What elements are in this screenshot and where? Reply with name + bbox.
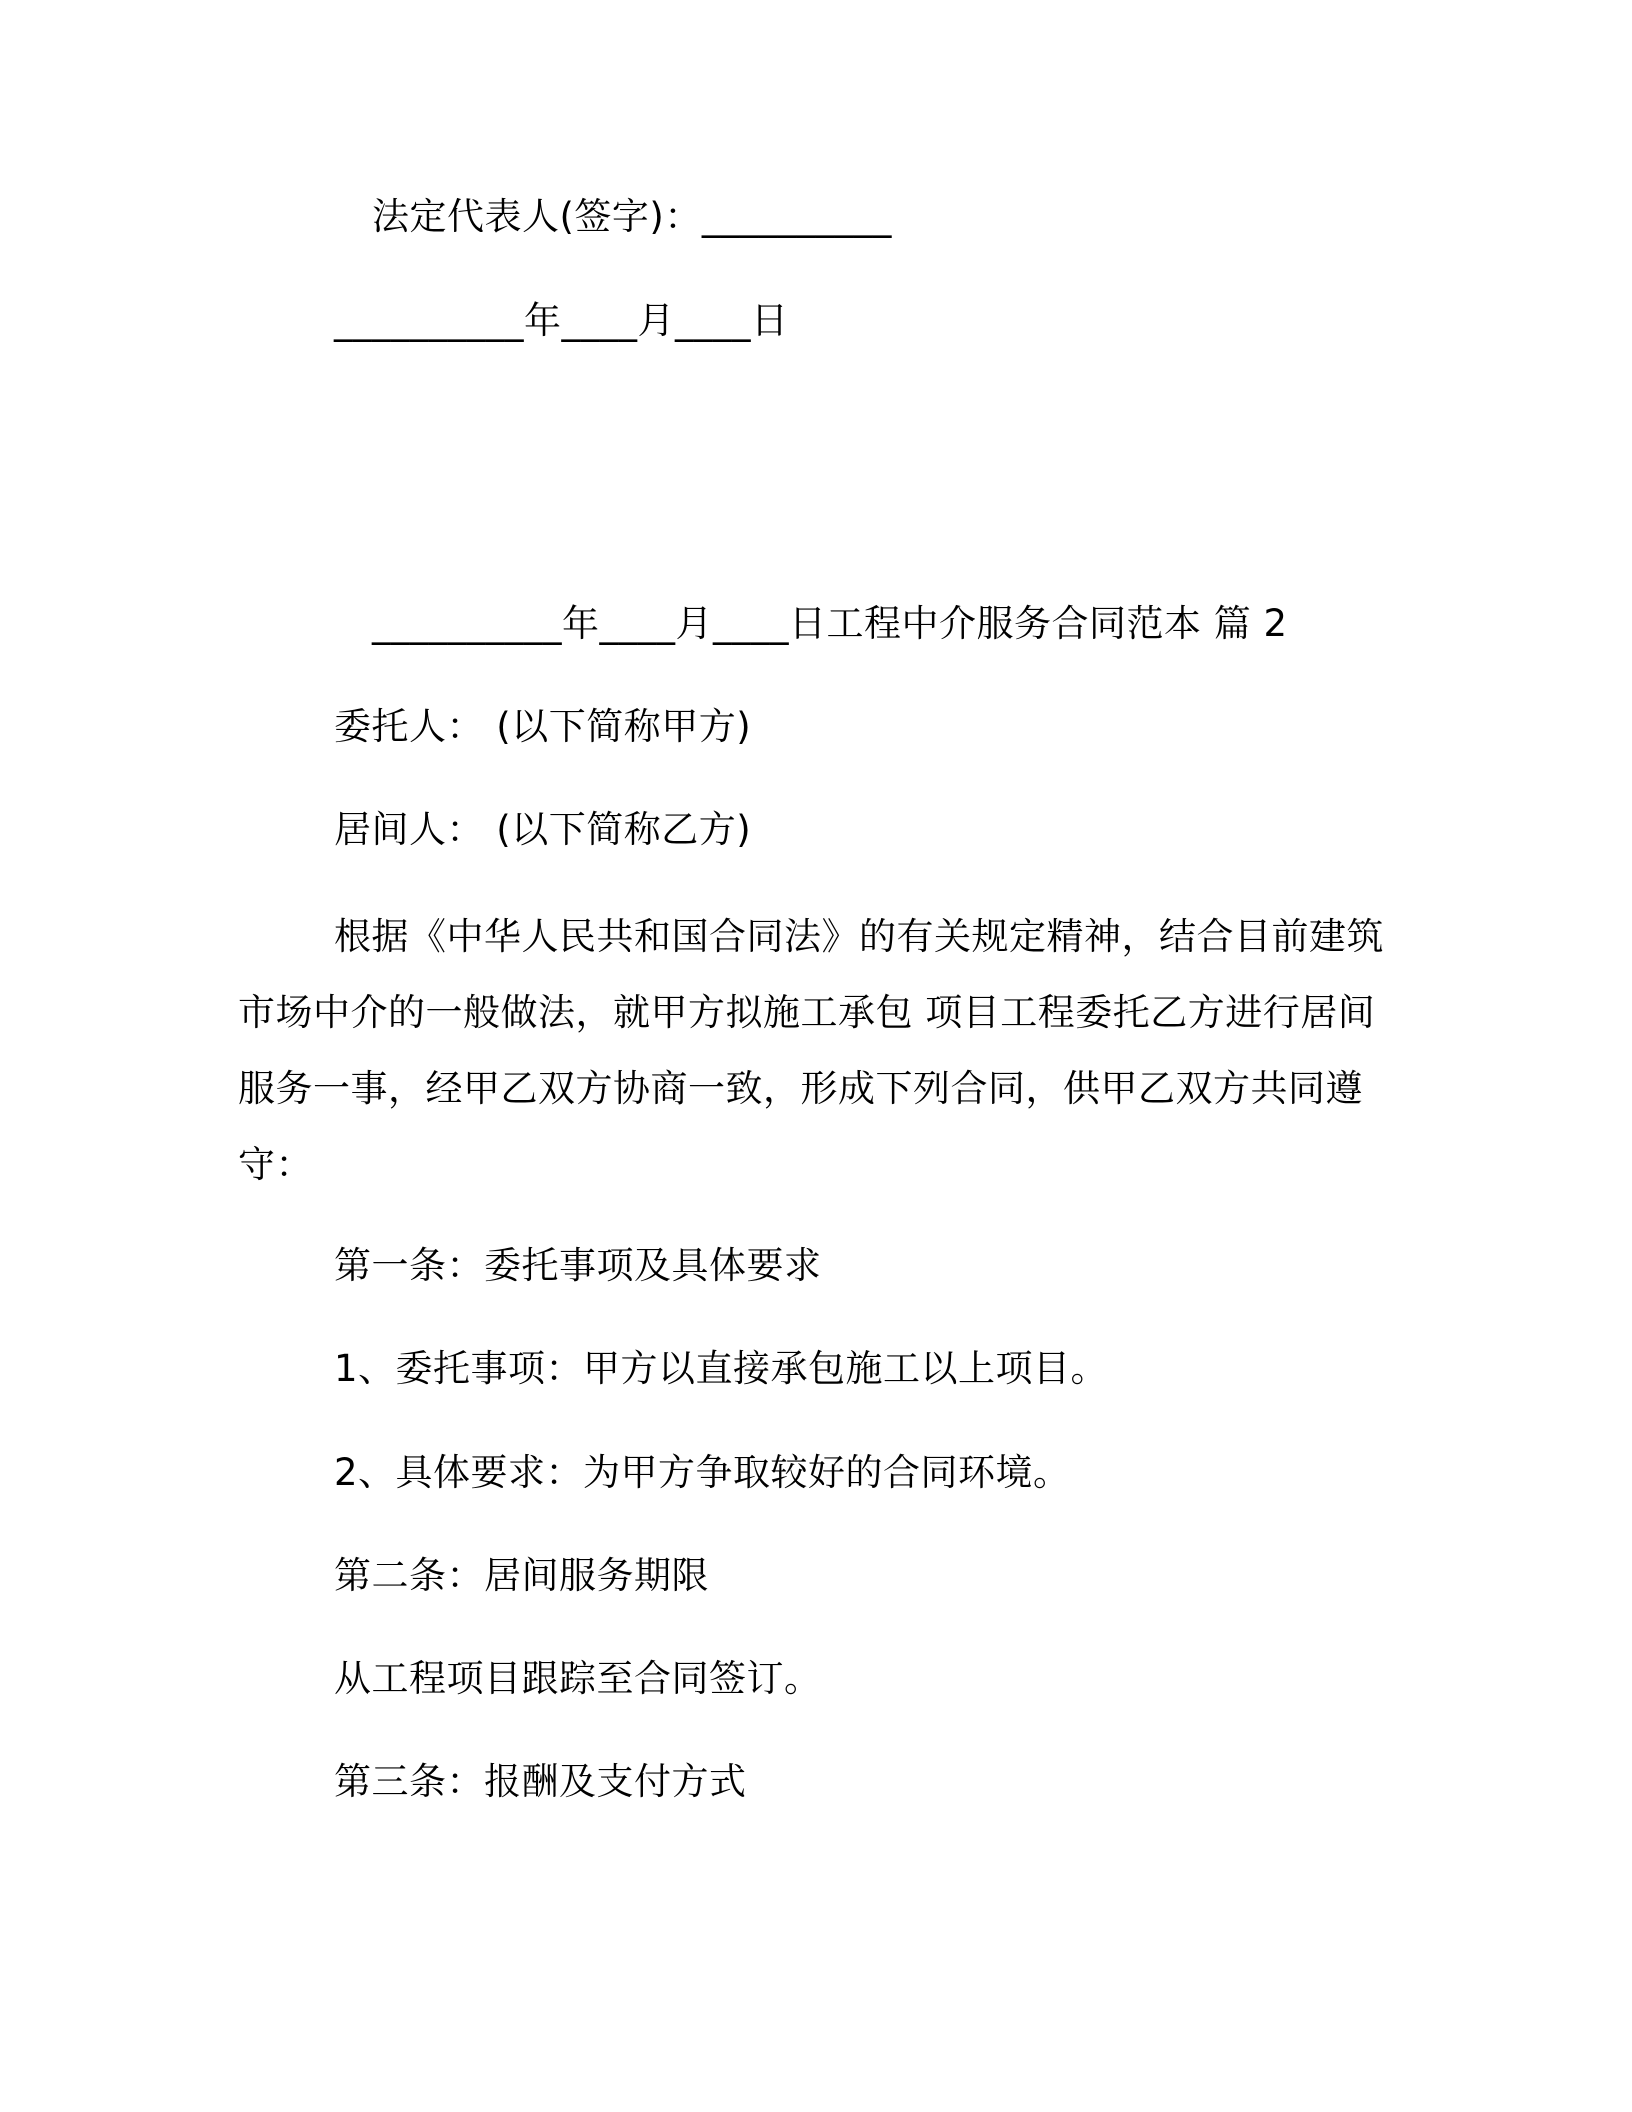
intermediary-party-line: 居间人： (以下简称乙方) bbox=[334, 808, 752, 851]
article-1-heading: 第一条：委托事项及具体要求 bbox=[334, 1244, 822, 1287]
intro-paragraph: 根据《中华人民共和国合同法》的有关规定精神，结合目前建筑市场中介的一般做法，就甲方拟施工承包 项目工程委托乙方进行居间服务一事，经甲乙双方协商一致，形成下列合同，供甲乙双方共同遵守： bbox=[238, 915, 1384, 1186]
signature-date-line: __________年____月____日 bbox=[334, 299, 789, 342]
document-title: __________年____月____日工程中介服务合同范本 篇 2 bbox=[372, 602, 1288, 645]
article-1-item-1: 1、委托事项：甲方以直接承包施工以上项目。 bbox=[334, 1347, 1109, 1390]
client-party-line: 委托人： (以下简称甲方) bbox=[334, 705, 752, 748]
article-3-heading: 第三条：报酬及支付方式 bbox=[334, 1760, 747, 1803]
article-2-text: 从工程项目跟踪至合同签订。 bbox=[334, 1657, 822, 1700]
article-2-heading: 第二条：居间服务期限 bbox=[334, 1554, 709, 1597]
article-1-item-2: 2、具体要求：为甲方争取较好的合同环境。 bbox=[334, 1451, 1071, 1494]
legal-representative-signature-line: 法定代表人(签字)：__________ bbox=[372, 195, 892, 238]
